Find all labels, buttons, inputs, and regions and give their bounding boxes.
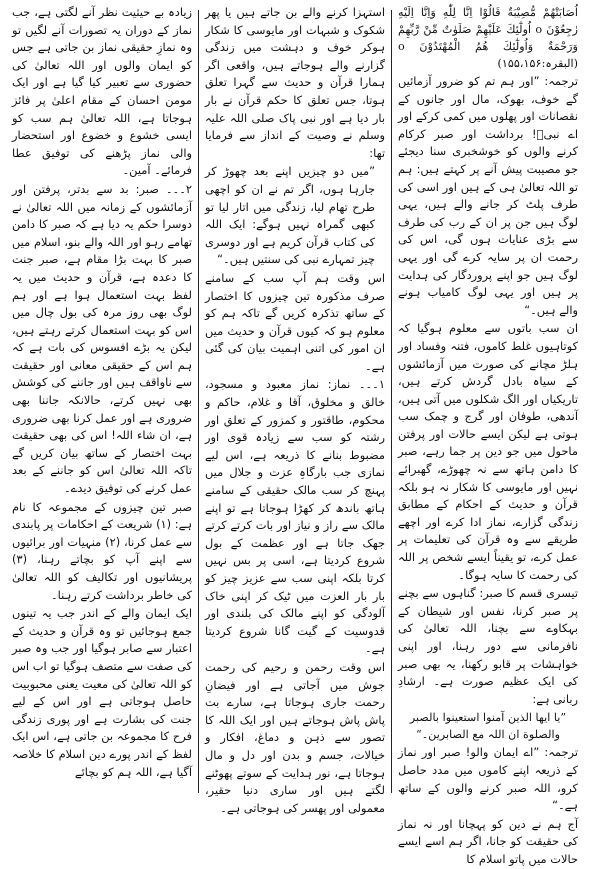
column-right [392,4,584,866]
paragraph: ترجمہ: ”اے ایمان والو! صبر اور نماز کے ذریعہ اپنے کاموں میں مدد حاصل کرو، اللہ صبر کرنے والوں کے ساتھ ہے۔“ [398,745,578,813]
paragraph: ایک ایمان والے کے اندر جب یہ تینوں جمع ہوجائیں تو وہ قرآن و حدیث کے اعتبار سے صابر ہوگیا اور جب وہ صبر کی صفت سے متصف ہوگیا تو اب اس کو اللہ تعالیٰ کی معیت یعنی محبوبیت حاصل ہوجاتی ہے اور اس کے لیے جنت کی بشارت ہے اور پوری زندگی فرح کا مجموعہ بن جاتی ہے، اس ایک لفظ کے اندر پورے دین اسلام کا خلاصہ آگیا ہے، اللہ ہم کو بچائے [12,606,192,779]
paragraph: اس وقت رحمن و رحیم کی رحمت جوش میں آجاتی ہے اور فیضانِ رحمت جاری ہوجاتا ہے، سارے بت پاش پاش ہوجاتے ہیں اور ایک اللہ کا تصور سے ذہن و دماغ، افکار و خیالات، جسم و بدن اور دل و مال ہوجاتا ہے، نور ہدایت کے سوتے پھوٹنے لگتے ہیں اور ساری دنیا حقیر، معمولی اور پھسر کی ہوجاتی ہے۔ [205,659,385,815]
column-middle [199,4,391,815]
paragraph: ۱۔۔۔ نماز: نماز معبود و مسجود، خالق و مخلوق، آقا و غلام، حاکم و محکوم، طاقتور و کمزور کے تعلق اور رشتہ کو سب سے زیادہ قوی اور مضبوط بنانے کا ذریعہ ہے، اس لیے نمازی جب بارگاہِ عزت و جلال میں پہنچ کر سب مالک حقیقی کے سامنے ہاتھ باندھ کر کھڑا ہوجاتا ہے تو اپنے مالک سے راز و نیاز اور بات کرتے کرتے جھک جاتا ہے اور عظمت کے بول شروع کردیتا ہے، اسی پر بس نہیں کرتا بلکہ اپنی سب سے عزیز چیز کو بار بار العزت میں ٹیک کر اپنی خاک آلودگی کو اپنے مالک کی بلندی اور قدوسیت کے گیت گانا شروع کردیتا ہے۔ [205,377,385,656]
paragraph: ”میں دو چیزیں اپنے بعد چھوڑ کر جارہا ہوں، اگر تم نے ان کو اچھی طرح تھام لیا، زندگی میں اتار لیا تو کبھی گمراہ نہیں ہوگے: ایک اللہ کی کتاب قرآن کریم ہے اور دوسری چیز تمہارے نبی کی سنتیں ہیں۔“ [205,164,375,267]
paragraph: آج ہم نے دین کو پہچانا اور نہ نماز کی حقیقت کو جانا، اگر ہم اسے ایسے حالات میں پاتو اسلام کا [398,816,578,866]
paragraph: زیادہ بے حیثیت نظر آنے لگتی ہے، جب نماز کے دوران یہ تصورات آنے لگیں تو وہ نمازِ حقیقی نماز بن جاتی ہے جس کو ایمان والوں اور اللہ تعالیٰ کی حضوری سے تعبیر کیا گیا ہے اور ایک مومن احسان کے مقام اعلیٰ پر فائز ہوجاتا ہے، اللہ تعالیٰ ہم سب کو ایسی خشوع و خضوع اور استحضار والی نماز پڑھنے کی توفیق عطا فرمائے۔ آمین۔ [12,5,192,178]
column-left [6,4,198,799]
paragraph: ۲۔۔۔ صبر: بد سے بدتر، پرفتن اور آزمائشوں کے زمانہ میں اللہ تعالیٰ نے دوسرا حکم یہ دیا ہے کہ صبر کا دامن تھامے رہو اور اللہ والے بنو، اسلام میں صبر کا بہت بڑا مقام ہے، صبر جنت کا دعدہ ہے، قرآن و حدیث میں یہ لفظ بہت استعمال ہوا ہے اور ہم لوگ بھی روز مرہ کی بول چال میں اس کو بہت استعمال کرتے رہتے ہیں، لیکن یہ بڑے افسوس کی بات ہے کہ ہم اس کے حقیقی معانی اور حقیقت سے ناواقف ہیں اور جاننے کی کوشش بھی نہیں کرتے، حالانکہ جاننا بھی ضروری ہے اور عمل کرنا بھی ضروری ہے، ان شاء اللہ! اس کی بھی حقیقت بہت اختصار کے ساتھ بیان کریں گے تاکہ اللہ تعالیٰ اس کو جاننے کے بعد عمل کرنے کی توفیق دیدے۔ [12,181,192,496]
paragraph: استہزا کرنے والے بن جاتے ہیں یا پھر شکوک و شبہات اور مایوسی کا شکار ہوکر خوف و دہشت میں زندگی گزارنے والے ہوجاتے ہیں، واقعی اگر ہمارا قرآن و حدیث سے گہرا تعلق ہوتا، جس تعلق کا حکم قرآن نے بار بار دیا ہے اور نبی پاک صلی اللہ علیہ وسلم نے وصیت کے انداز سے فرمایا تھا: [205,5,385,160]
paragraph: صبر تین چیزوں کے مجموعہ کا نام ہے: (۱) شریعت کے احکامات پر پابندی سے عمل کرنا، (۲) منہیات اور برائیوں سے اپنے آپ کو بچاتے رہنا، (۳) پریشانیوں اور تکالیف کو اللہ تعالیٰ کی خاطر برداشت کرتے رہنا۔ [12,499,193,602]
column-divider [198,10,199,793]
column-divider [391,10,392,793]
paragraph: ”یا ایھا الذین آمنوا استعینوا بالصبر والصلوة ان اللہ مع الصابرین۔“ [409,711,567,742]
paragraph: تیسری قسم کا صبر: گناہوں سے بچنے پر صبر کرنا، نفس اور شیطان کے بہکاوے سے بچنا، اللہ تعالیٰ کی نافرمانی سے دور رہنا، اور اپنی خواہشات پر قابو رکھنا، یہ بھی صبر کی ایک عظیم صورت ہے۔ ارشادِ ربانی ہے: [398,586,578,706]
paragraph: اُصَابَتْهُمْ مُّصِیْبَةٌ قَالُوْا اِنَّا لِلّٰهِ وَاِنَّا اِلَیْهِ رٰجِعُوْنَ o اُولٰٓئِكَ عَلَیْهِمْ صَلَوٰتٌ مِّنْ رَّبِّهِمْ وَرَحْمَةٌ وَاُولٰٓئِكَ هُمُ الْمُهْتَدُوْنَ o (البقرہ:۱۵۵،۱۵۶) [398,6,578,70]
paragraph: ترجمہ: ”اور ہم تم کو ضرور آزمائیں گے خوف، بھوک، مال اور جانوں کے نقصانات اور پھلوں میں کمی کرکے اور اے نبیؐ! برداشت اور صبر کرکام کرنے والوں کو خوشخبری سنا دیجئے جو مصیبت پیش آنے پر کہتے ہیں: ہم تو اللہ تعالیٰ ہی کے ہیں اور اسی کی طرف پلٹ کر جانے والے ہیں، یہی لوگ ہیں جن پر ان کے رب کی طرف سے بڑی عنایات ہوں گی، اس کی رحمت ان پر سایہ کرے گی اور یہی لوگ ہیں جو اپنے پروردگار کی ہدایت پر ہیں اور یہی لوگ کامیاب ہونے والے ہیں۔“ [398,74,578,317]
paragraph: ان سب باتوں سے معلوم ہوگیا کہ کوتاہیوں غلط کاموں، فتنہ وفساد اور ہلڑ مچانے کی صورت میں آزمائشوں کے سیاہ بادل گردش کرتے ہیں، تاریکیاں اور الگ شکلوں میں آتی ہیں، آندھی، طوفان اور گرج و چمک سب ہوتی ہے لیکن ایسے حالات اور پرفتن ماحول میں جو دین پر جما رہے، صبر کا دامن ہاتھ سے نہ چھوڑے، گھبرائے نہیں اور مایوسی کا شکار نہ ہو بلکہ قرآن و حدیث کے احکام کے مطابق زندگی گزارے، نماز ادا کرے اور اچھے طریقے سے وہ قرآن کی تعلیمات پر عمل کرے، تو یقیناً ایسے شخص پر اللہ کی رحمت کا سایہ ہوگا۔ [398,321,578,582]
paragraph: اس وقت ہم آپ سب کے سامنے صرف مذکورہ تین چیزوں کا اختصار کے ساتھ تذکرہ کریں گے تاکہ ہم کو معلوم ہو کہ کیوں قرآن و حدیث میں ان امور کی اتنی اہمیت بیان کی گئی ہے۔ [205,270,385,373]
